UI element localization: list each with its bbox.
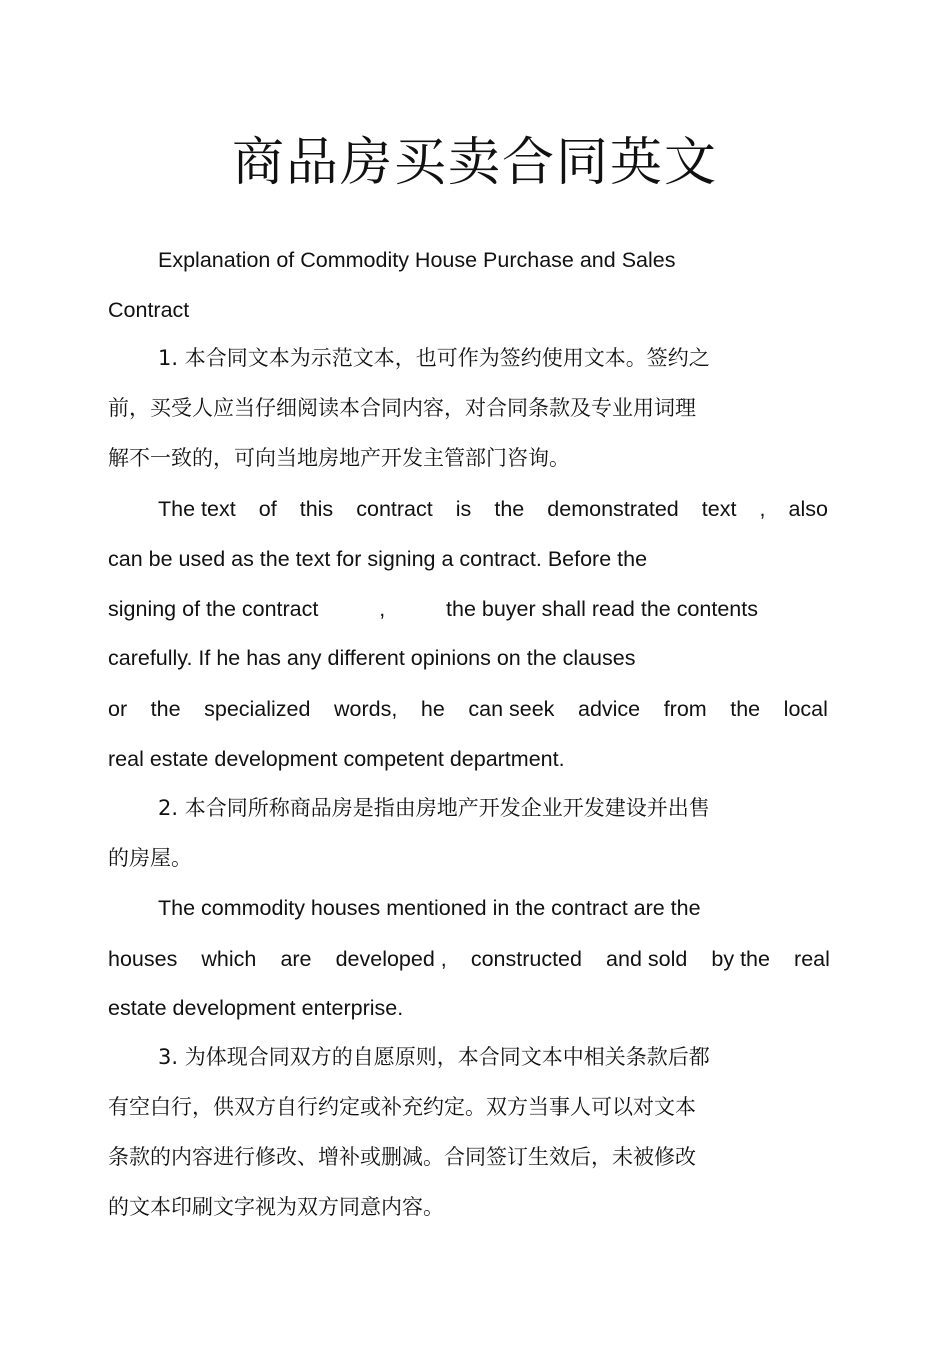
text-line: 3. 为体现合同双方的自愿原则，本合同文本中相关条款后都 [158, 1045, 710, 1069]
text-line-justified [108, 694, 828, 724]
word: this [299, 497, 334, 521]
word: real [794, 947, 830, 971]
text-line: 条款的内容进行修改、增补或删减。合同签订生效后，未被修改 [108, 1145, 696, 1169]
word: from [663, 697, 707, 721]
word: specialized [204, 697, 311, 721]
text-line: 2. 本合同所称商品房是指由房地产开发企业开发建设并出售 [158, 796, 710, 820]
word: can seek [468, 697, 555, 721]
text-line: estate development enterprise. [108, 996, 404, 1020]
word: which [201, 947, 257, 971]
word: by the [711, 947, 770, 971]
word: The text [158, 497, 236, 521]
word: houses [108, 947, 178, 971]
text-line: 有空白行，供双方自行约定或补充约定。双方当事人可以对文本 [108, 1095, 696, 1119]
text-line: carefully. If he has any different opinions on the clauses [108, 646, 636, 670]
word: the buyer shall read the contents [446, 597, 758, 621]
word: contract [356, 497, 433, 521]
text-line: real estate development competent department. [108, 747, 565, 771]
document-title: 商品房买卖合同英文 [231, 133, 718, 193]
word: , [379, 597, 386, 621]
text-line: The commodity houses mentioned in the contract are the [158, 896, 701, 920]
word: advice [577, 697, 641, 721]
word: words, [334, 697, 398, 721]
text-line: 的文本印刷文字视为双方同意内容。 [108, 1195, 444, 1219]
text-line-justified [108, 594, 758, 624]
text-line: 前，买受人应当仔细阅读本合同内容，对合同条款及专业用词理 [108, 396, 696, 420]
word: constructed [470, 947, 582, 971]
text-line: 解不一致的，可向当地房地产开发主管部门咨询。 [108, 446, 570, 470]
word: local [783, 697, 828, 721]
text-line: 1. 本合同文本为示范文本，也可作为签约使用文本。签约之 [158, 346, 710, 370]
word: of [258, 497, 277, 521]
word: demonstrated [547, 497, 679, 521]
word: , [759, 497, 766, 521]
word: or [108, 697, 128, 721]
word: signing of the contract [108, 597, 319, 621]
text-line-justified [108, 944, 830, 974]
text-line: Explanation of Commodity House Purchase and Sales [158, 248, 676, 272]
word: is [455, 497, 472, 521]
word: developed , [335, 947, 447, 971]
text-line: Contract [108, 298, 190, 322]
text-line: can be used as the text for signing a contract. Before the [108, 547, 648, 571]
word: the [494, 497, 525, 521]
word: also [788, 497, 828, 521]
text-line: 的房屋。 [108, 846, 192, 870]
text-line-justified [158, 494, 828, 524]
word: the [730, 697, 761, 721]
word: and sold [606, 947, 688, 971]
word: the [150, 697, 181, 721]
word: are [280, 947, 312, 971]
word: he [420, 697, 445, 721]
word: text [701, 497, 737, 521]
